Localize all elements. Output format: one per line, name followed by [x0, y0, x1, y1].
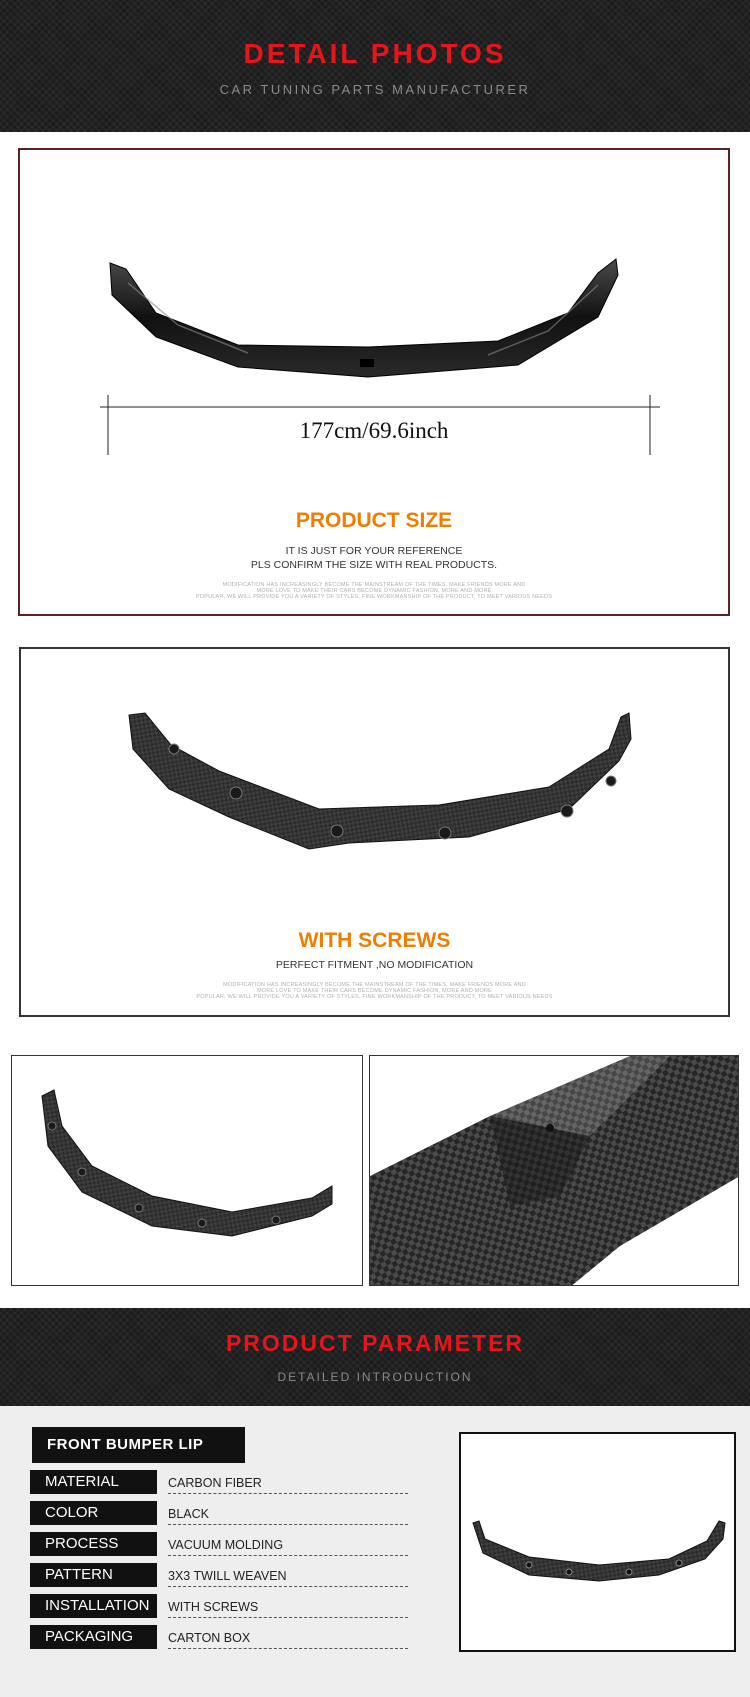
param-label-installation: INSTALLATION [30, 1594, 157, 1618]
carbon-lip-underside-image [109, 709, 669, 869]
carbon-weave-closeup-image [370, 1056, 739, 1286]
parameter-title: PRODUCT PARAMETER [225, 1330, 525, 1356]
param-value-color: BLACK [168, 1501, 408, 1525]
product-size-panel [18, 148, 730, 616]
screws-fine-print-2: MORE LOVE TO MAKE THEIR CARS BECOME DYNAMIC FASHION, MORE AND MORE [256, 988, 493, 994]
banner-title: DETAIL PHOTOS [243, 38, 507, 69]
side-view-panel [11, 1055, 363, 1286]
param-value-installation: WITH SCREWS [168, 1594, 408, 1618]
parameter-subtitle: DETAILED INTRODUCTION [277, 1370, 473, 1384]
param-value-pattern: 3X3 TWILL WEAVEN [168, 1563, 408, 1587]
fine-print-2: MORE LOVE TO MAKE THEIR CARS BECOME DYNAMIC FASHION, MORE AND MORE [256, 588, 492, 594]
param-value-material: CARBON FIBER [168, 1470, 408, 1494]
banner-subtitle: CAR TUNING PARTS MANUFACTURER [219, 82, 531, 97]
size-note-1: IT IS JUST FOR YOUR REFERENCE [285, 545, 463, 557]
param-label-process: PROCESS [30, 1532, 157, 1556]
param-label-material: MATERIAL [30, 1470, 157, 1494]
product-name-tab: FRONT BUMPER LIP [32, 1427, 245, 1463]
detail-photos-banner [0, 0, 750, 132]
product-size-heading: PRODUCT SIZE [295, 509, 453, 532]
front-lip-top-view-image [98, 255, 658, 385]
param-label-packaging: PACKAGING [30, 1625, 157, 1649]
param-label-color: COLOR [30, 1501, 157, 1525]
size-note-2: PLS CONFIRM THE SIZE WITH REAL PRODUCTS. [250, 559, 498, 571]
with-screws-heading: WITH SCREWS [298, 929, 451, 952]
param-value-packaging: CARTON BOX [168, 1625, 408, 1649]
fine-print-1: MODIFICATION HAS INCREASINGLY BECOME THE MAINSTREAM OF THE TIMES, MAKE FRIENDS MORE AND [222, 582, 526, 588]
front-lip-thumbnail-image [469, 1519, 729, 1589]
fine-print-3: POPULAR, WE WILL PROVIDE YOU A VARIETY OF STYLES, FINE WORKMANSHIP OF THE PRODUCT, TO MEET VARIOUS NEEDS [195, 594, 553, 600]
screws-fine-print-1: MODIFICATION HAS INCREASINGLY BECOME THE MAINSTREAM OF THE TIMES, MAKE FRIENDS MORE AND [223, 982, 526, 988]
closeup-panel [369, 1055, 739, 1286]
dimension-label: 177cm/69.6inch [299, 418, 449, 443]
screws-note: PERFECT FITMENT ,NO MODIFICATION [275, 959, 474, 971]
with-screws-panel [19, 647, 730, 1017]
screws-fine-print-3: POPULAR, WE WILL PROVIDE YOU A VARIETY OF STYLES, FINE WORKMANSHIP OF THE PRODUCT, TO MEET VARIOUS NEEDS [196, 994, 553, 1000]
product-parameter-banner [0, 1308, 750, 1406]
product-thumbnail-frame [459, 1432, 736, 1652]
param-value-process: VACUUM MOLDING [168, 1532, 408, 1556]
param-label-pattern: PATTERN [30, 1563, 157, 1587]
carbon-lip-side-view-image [32, 1086, 352, 1256]
